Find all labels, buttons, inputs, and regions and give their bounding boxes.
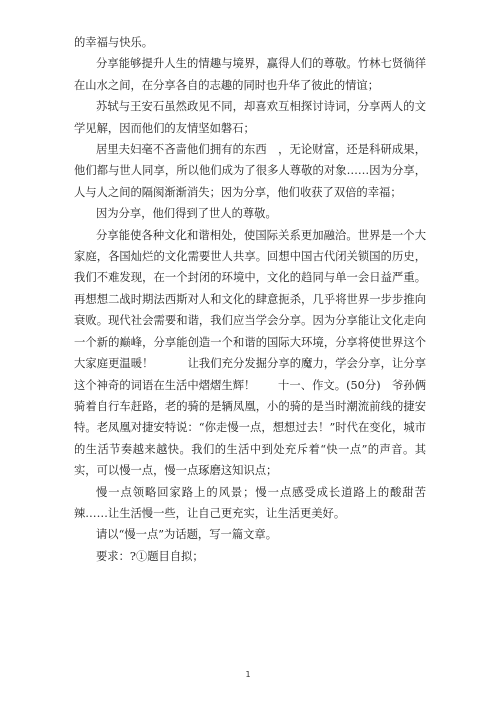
paragraph: 要求：?①题目自拟； (96, 549, 204, 563)
paragraph: 居里夫妇毫不吝啬他们拥有的东西 ，无论财富，还是科研成果，他们都与世人同享，所以他们成为了很多人尊敬的对象……因为分享，人与人之间的隔阂渐渐消失；因为分享，他们收获了双倍的幸福； (74, 143, 426, 199)
page-number: 1 (245, 670, 251, 679)
document-body (74, 32, 426, 567)
paragraph: 因为分享，他们得到了世人的尊敬。 (96, 207, 277, 221)
paragraph: 分享能使各种文化和谐相处，使国际关系更加融洽。世界是一个大家庭，各国灿烂的文化需要世人共享。回想中国古代闭关锁国的历史，我们不难发现，在一个封闭的环境中，文化的趋同与单一会日益严重。再想想二战时期法西斯对人和文化的肆意扼杀，几乎将世界一步步推向衰败。现代社会需要和谐，我们应当学会分享。因为分享能让文化走向一个新的巅峰，分享能创造一个和谐的国际大环境，分享将使世界这个大家庭更温暖！ 让我们充分发掘分享的魔力，学会分享，让分享这个神奇的词语在生活中熠熠生辉！ 十一、作文。(50分) 爷孙俩骑着自行车赶路，老的骑的是辆凤凰，小的骑的是当时潮流前线的捷安特。老凤凰对捷安特说：“你走慢一点，想想过去！”时代在变化，城市的生活节奏越来越快。我们的生活中到处充斥着“快一点”的声音。其实，可以慢一点，慢一点琢磨这知识点； (74, 228, 426, 478)
paragraph: 分享能够提升人生的情趣与境界，赢得人们的尊敬。竹林七贤徜徉在山水之间，在分享各自的志趣的同时也升华了彼此的情谊； (74, 57, 426, 92)
paragraph: 慢一点领略回家路上的风景；慢一点感受成长道路上的酸甜苦辣……让生活慢一些，让自己更充实，让生活更美好。 (74, 485, 426, 520)
paragraph: 的幸福与快乐。 (74, 36, 154, 49)
paragraph: 苏轼与王安石虽然政见不同，却喜欢互相探讨诗词，分享两人的文学见解，因而他们的友情坚如磐石； (74, 100, 426, 135)
paragraph: 请以“慢一点”为话题，写一篇文章。 (96, 528, 278, 542)
